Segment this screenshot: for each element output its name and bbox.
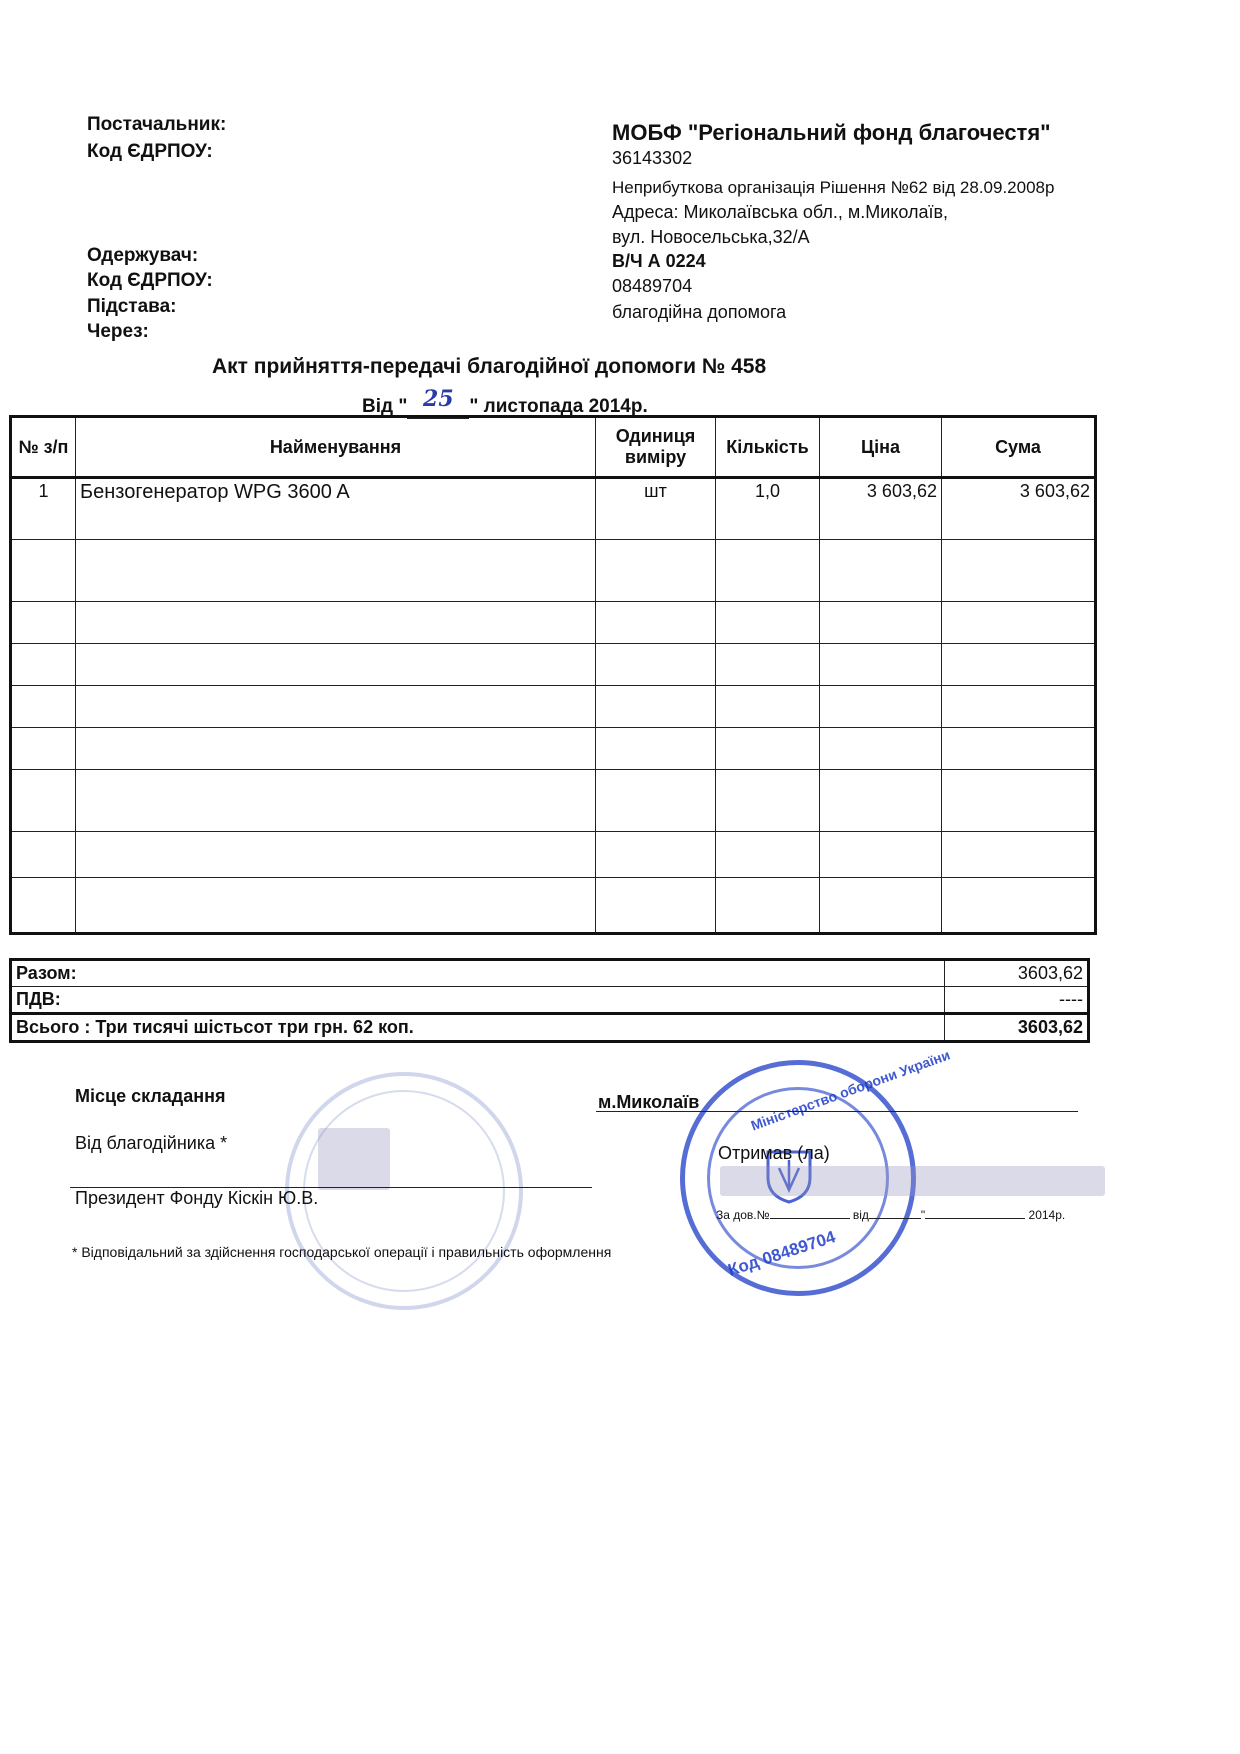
items-table [9, 415, 1097, 935]
date-suffix: " листопада 2014р. [469, 396, 648, 417]
table-header-row [11, 417, 1096, 478]
receiver-stamp-text: Міністерство оборони України [748, 1046, 953, 1134]
subtotal-value: 3603,62 [945, 960, 1089, 987]
cell-price: 3 603,62 [820, 478, 942, 540]
cell-sum: 3 603,62 [942, 478, 1096, 540]
total-value: 3603,62 [945, 1014, 1089, 1042]
basis-value: благодійна допомога [612, 302, 787, 322]
supplier-code: 36143302 [612, 148, 693, 168]
vat-value: ---- [945, 987, 1089, 1014]
proxy-from: від [852, 1208, 869, 1222]
receiver-code: 08489704 [612, 276, 693, 296]
basis-label: Підстава: [87, 296, 177, 317]
table-row-empty [11, 878, 1096, 934]
proxy-line [716, 1208, 1065, 1222]
subtotal-row [11, 960, 1089, 987]
redacted-signature [318, 1128, 390, 1190]
cell-num: 1 [11, 478, 76, 540]
president-name: Президент Фонду Кіскін Ю.В. [75, 1188, 319, 1208]
document-title: Акт прийняття-передачі благодійної допомоги № 458 [212, 355, 767, 378]
supplier-label: Постачальник: [87, 114, 227, 135]
total-row [11, 1014, 1089, 1042]
received-label: Отримав (ла) [718, 1143, 830, 1163]
donor-label: Від благодійника * [75, 1133, 228, 1153]
subtotal-label: Разом: [11, 960, 945, 987]
cell-unit: шт [596, 478, 716, 540]
receiver-name: В/Ч А 0224 [612, 251, 706, 271]
table-row-empty [11, 644, 1096, 686]
col-header-name: Найменування [76, 417, 596, 478]
via-label: Через: [87, 321, 149, 342]
place-underline [596, 1111, 1078, 1112]
cell-name: Бензогенератор WPG 3600 A [76, 478, 596, 540]
totals-table [9, 958, 1090, 1043]
table-row-empty [11, 728, 1096, 770]
table-row-empty [11, 686, 1096, 728]
supplier-name: МОБФ "Регіональний фонд благочестя" [612, 120, 1051, 145]
supplier-address-line2: вул. Новосельська,32/А [612, 227, 810, 247]
receiver-code-label: Код ЄДРПОУ: [87, 270, 213, 291]
total-label: Всього : Три тисячі шістьсот три грн. 62 коп. [11, 1014, 945, 1042]
supplier-code-label: Код ЄДРПОУ: [87, 141, 213, 162]
donor-stamp [285, 1072, 523, 1310]
table-row-empty [11, 832, 1096, 878]
supplier-address-line1: Адреса: Миколаївська обл., м.Миколаїв, [612, 202, 949, 222]
col-header-qty: Кількість [716, 417, 820, 478]
proxy-year: 2014р. [1028, 1208, 1066, 1222]
cell-qty: 1,0 [716, 478, 820, 540]
place-label: Місце складання [75, 1086, 226, 1106]
col-header-price: Ціна [820, 417, 942, 478]
table-row-empty [11, 602, 1096, 644]
redacted-receiver-name [720, 1166, 1105, 1196]
col-header-num: № з/п [11, 417, 76, 478]
proxy-quote: " [920, 1208, 926, 1222]
table-row-empty [11, 770, 1096, 832]
footnote: * Відповідальний за здійснення господарської операції і правильність оформлення [72, 1244, 612, 1260]
col-header-unit: Одиниця виміру [596, 417, 716, 478]
table-row [11, 478, 1096, 540]
receiver-label: Одержувач: [87, 245, 199, 266]
place-value: м.Миколаїв [598, 1092, 700, 1112]
vat-label: ПДВ: [11, 987, 945, 1014]
col-header-sum: Сума [942, 417, 1096, 478]
receiver-stamp-code: Код 08489704 [725, 1227, 838, 1280]
table-row-empty [11, 540, 1096, 602]
proxy-prefix: За дов.№ [716, 1208, 770, 1222]
date-day-handwritten: 25 [423, 386, 454, 412]
vat-row [11, 987, 1089, 1014]
supplier-note: Неприбуткова організація Рішення №62 від 28.09.2008р [612, 178, 1055, 197]
date-prefix: Від " [362, 396, 408, 417]
